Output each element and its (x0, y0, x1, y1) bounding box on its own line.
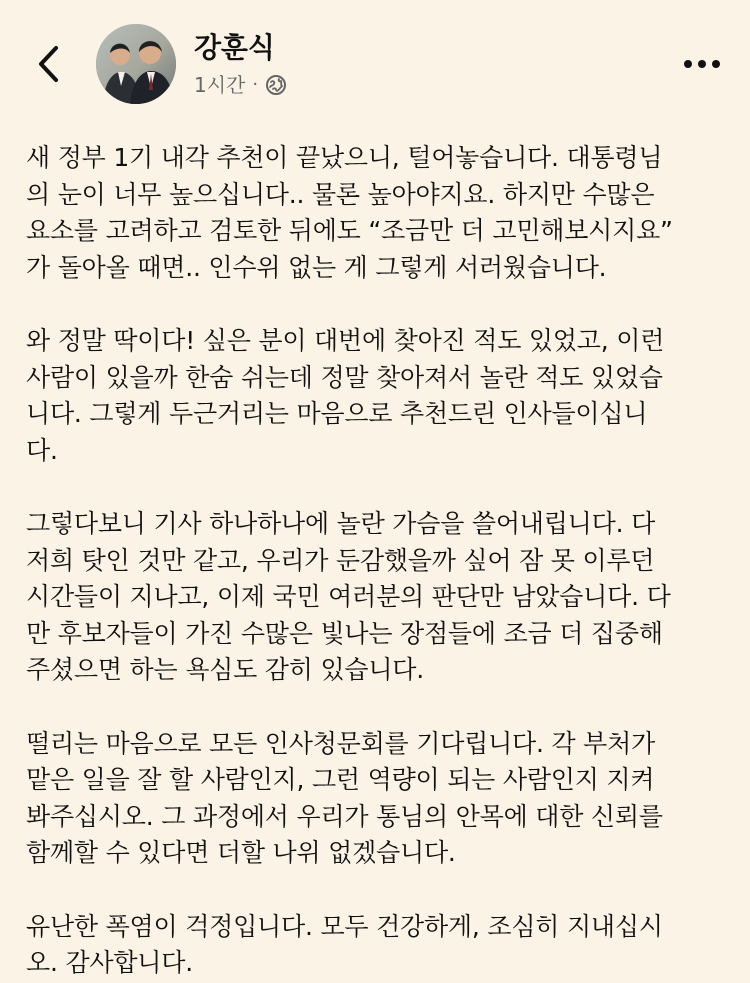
post-text-line: 와 정말 딱이다! 싶은 분이 대번에 찾아진 적도 있었고, 이런 (26, 326, 665, 355)
avatar[interactable] (96, 24, 176, 104)
paragraph-spacer (26, 872, 730, 909)
post-text-line: 떨리는 마음으로 모든 인사청문회를 기다립니다. 각 부처가 (26, 728, 656, 758)
paragraph-spacer (26, 689, 730, 726)
author-name[interactable]: 강훈식 (194, 31, 275, 64)
post-text-line: 봐주십시오. 그 과정에서 우리가 통님의 안목에 대한 신뢰를 (26, 801, 663, 831)
post-text-line: 유난한 폭염이 걱정입니다. 모두 건강하게, 조심히 지내십시 (26, 911, 663, 941)
post-text-line: 주셨으면 하는 욕심도 감히 있습니다. (26, 655, 424, 684)
more-options-button[interactable] (680, 50, 724, 78)
post-header (0, 0, 750, 112)
post-text-line: 새 정부 1기 내각 추천이 끝났으니, 털어놓습니다. 대통령님 (26, 143, 663, 172)
post-text-line: 시간들이 지나고, 이제 국민 여러분의 판단만 남았습니다. 다 (26, 582, 671, 611)
paragraph-5 (26, 909, 730, 982)
paragraph-3 (26, 506, 730, 689)
post-timestamp[interactable]: 1시간 (194, 73, 246, 97)
chevron-left-icon (34, 43, 62, 85)
post-text-line: 함께할 수 있다면 더할 나위 없겠습니다. (26, 838, 456, 867)
paragraph-1 (26, 140, 730, 286)
post-content (26, 140, 730, 982)
post-text-line: 만 후보자들이 가진 수많은 빛나는 장점들에 조금 더 집중해 (26, 618, 663, 648)
post-text-line: 오. 감사합니다. (26, 948, 193, 977)
post-text-line: 다. (26, 435, 58, 465)
post-text-line: 니다. 그렇게 두근거리는 마음으로 추천드린 인사들이십니 (26, 399, 648, 428)
globe-icon[interactable] (265, 74, 287, 96)
post-text-line: 맡은 일을 잘 할 사람인지, 그런 역량이 되는 사람인지 지켜 (26, 765, 655, 794)
post-text-line: 가 돌아올 때면.. 인수위 없는 게 그렇게 서러웠습니다. (26, 252, 607, 282)
post-text-line: 의 눈이 너무 높으십니다.. 물론 높아야지요. 하지만 수많은 (26, 179, 655, 209)
post-text-line: 그렇다보니 기사 하나하나에 놀란 가슴을 쓸어내립니다. 다 (26, 509, 656, 538)
more-horizontal-icon (682, 58, 722, 70)
post-text-line: 저희 탓인 것만 같고, 우리가 둔감했을까 싶어 잠 못 이루던 (26, 545, 655, 575)
post-meta (194, 73, 287, 97)
profile-photo (96, 24, 176, 104)
paragraph-spacer (26, 286, 730, 323)
post-text-line: 요소를 고려하고 검토한 뒤에도 “조금만 더 고민해보시지요” (26, 216, 673, 245)
paragraph-2 (26, 323, 730, 469)
back-button[interactable] (26, 36, 70, 92)
post-text-line: 사람이 있을까 한숨 쉬는데 정말 찾아져서 놀란 적도 있었습 (26, 362, 663, 392)
paragraph-spacer (26, 469, 730, 506)
paragraph-4 (26, 726, 730, 872)
meta-separator: · (252, 74, 259, 95)
